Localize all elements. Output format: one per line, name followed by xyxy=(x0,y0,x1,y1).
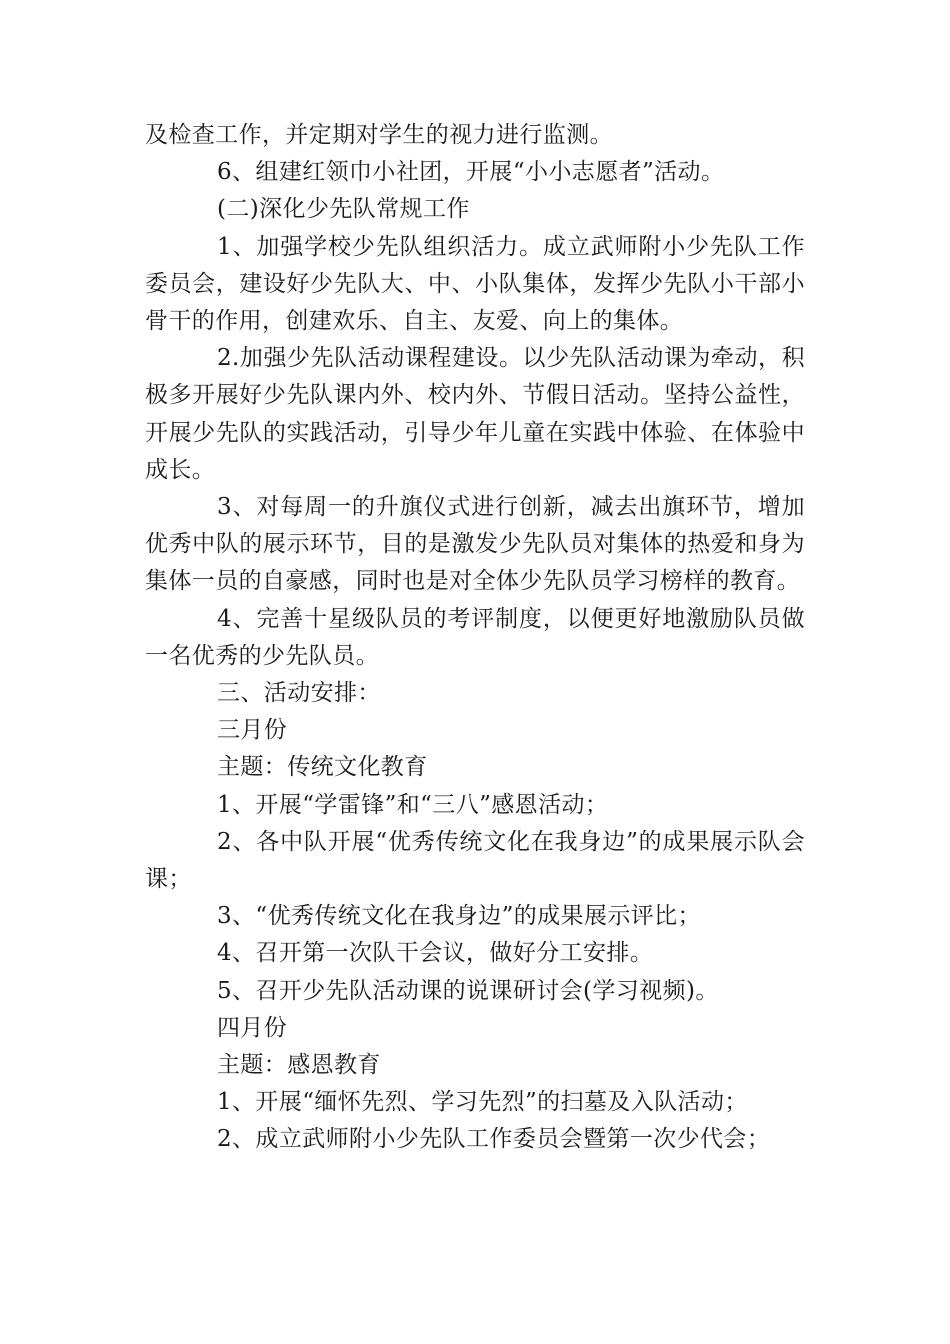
document-body xyxy=(145,117,805,1159)
theme-march: 主题：传统文化教育 xyxy=(217,754,428,781)
theme-april: 主题：感恩教育 xyxy=(217,1052,381,1079)
march-item-1: 1、开展“学雷锋”和“三八”感恩活动； xyxy=(217,791,609,818)
paragraph-item-6-volunteer: 6、组建红领巾小社团，开展“小小志愿者”活动。 xyxy=(217,159,725,186)
month-heading-march: 三月份 xyxy=(217,717,288,744)
april-item-1: 1、开展“缅怀先烈、学习先烈”的扫墓及入队活动； xyxy=(217,1089,748,1116)
paragraph-item-3-flag-ceremony: 3、对每周一的升旗仪式进行创新，减去出旗环节，增加优秀中队的展示环节，目的是激发少先队员对集体的热爱和身为集体一员的自豪感，同时也是对全体少先队员学习榜样的教育。 xyxy=(145,494,805,595)
march-item-2: 2、各中队开展“优秀传统文化在我身边”的成果展示队会课； xyxy=(145,828,805,893)
march-item-3: 3、“优秀传统文化在我身边”的成果展示评比； xyxy=(217,903,701,930)
section-heading-routine-work: (二)深化少先队常规工作 xyxy=(217,196,470,223)
paragraph-item-4-evaluation: 4、完善十星级队员的考评制度，以便更好地激励队员做一名优秀的少先队员。 xyxy=(145,605,805,669)
march-item-5: 5、召开少先队活动课的说课研讨会(学习视频)。 xyxy=(217,977,719,1004)
paragraph-vision-check: 及检查工作，并定期对学生的视力进行监测。 xyxy=(145,122,613,148)
march-item-4: 4、召开第一次队干会议，做好分工安排。 xyxy=(217,940,654,967)
paragraph-item-2-curriculum: 2.加强少先队活动课程建设。以少先队活动课为牵动，积极多开展好少先队课内外、校内外、节假日活动。坚持公益性，开展少先队的实践活动，引导少年儿童在实践中体验、在体验中成长。 xyxy=(145,345,805,483)
april-item-2: 2、成立武师附小少先队工作委员会暨第一次少代会； xyxy=(217,1126,771,1153)
paragraph-item-1-organization: 1、加强学校少先队组织活力。成立武师附小少先队工作委员会，建设好少先队大、中、小队集体，发挥少先队小干部小骨干的作用，创建欢乐、自主、友爱、向上的集体。 xyxy=(145,233,805,335)
section-heading-schedule: 三、活动安排： xyxy=(217,680,381,707)
month-heading-april: 四月份 xyxy=(217,1014,288,1041)
